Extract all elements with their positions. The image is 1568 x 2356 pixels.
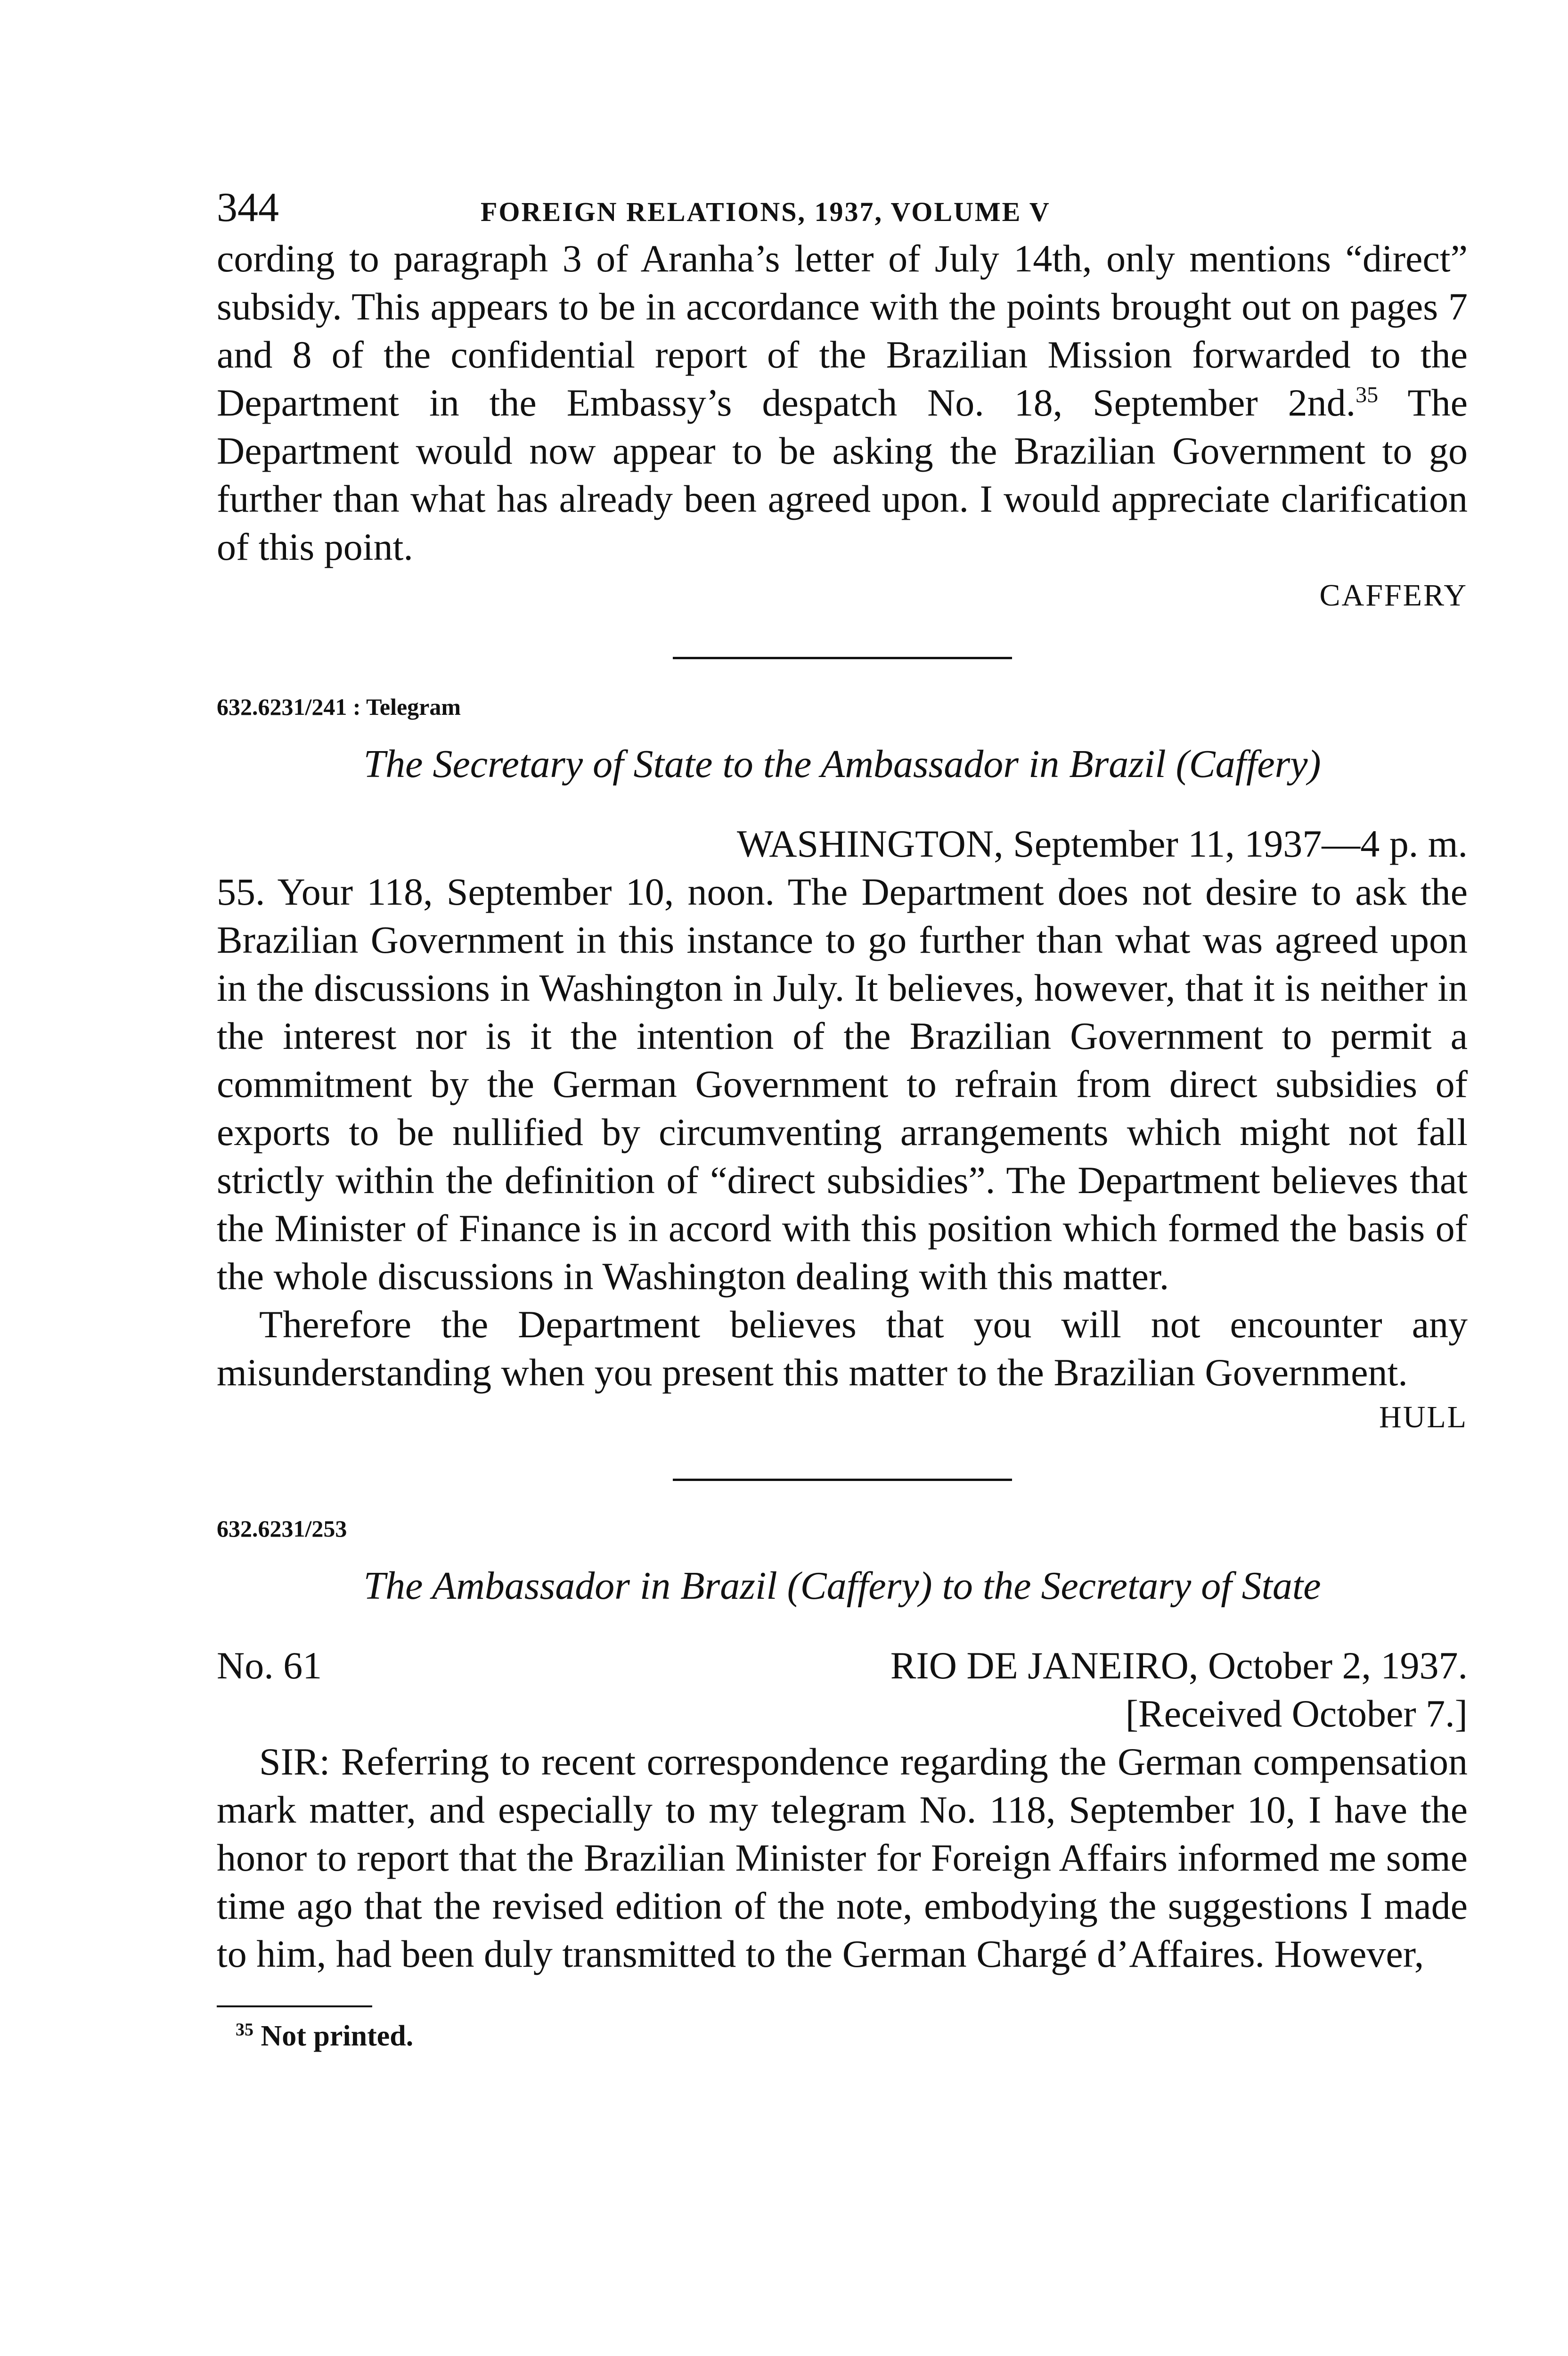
file-number-2: 632.6231/253 xyxy=(217,1515,347,1542)
continuation-paragraph xyxy=(217,235,1468,571)
running-head xyxy=(217,184,1468,230)
document-heading-2: The Ambassador in Brazil (Caffery) to the Secretary of State xyxy=(363,1564,1321,1608)
salutation: SIR: xyxy=(259,1740,330,1783)
footnote xyxy=(217,2020,1468,2053)
section-divider xyxy=(673,657,1012,659)
document-page xyxy=(217,184,1468,2053)
continuation-text-b: The Department would now appear to be asking the Brazilian Government to go further than what has already been agreed upon. I would appreciate clarification of this point. xyxy=(217,381,1468,568)
dateline-row-2 xyxy=(217,1642,1468,1690)
despatch-text: Referring to recent correspondence regarding the German compensation mark matter, and especially to my telegram No. 118, September 10, I have the honor to report that the Brazilian Minister for Foreign Affairs informed me some time ago that the revised edition of the note, embodying the suggestions I made to him, had been duly transmitted to the German Chargé d’Affaires. However, xyxy=(217,1740,1468,1975)
signature-caffery: CAFFERY xyxy=(1319,578,1468,613)
telegram-paragraph-2: Therefore the Department believes that you will not encounter any misunderstanding when you present this matter to the Brazilian Government. xyxy=(217,1303,1468,1394)
running-title: FOREIGN RELATIONS, 1937, VOLUME V xyxy=(481,196,1051,227)
file-number-1: 632.6231/241 : Telegram xyxy=(217,694,461,720)
dateline-2: RIO DE JANEIRO, October 2, 1937. xyxy=(890,1644,1468,1687)
footnote-marker: 35 xyxy=(236,2020,253,2040)
received-note: [Received October 7.] xyxy=(1125,1692,1468,1735)
despatch-paragraph xyxy=(217,1738,1468,1978)
dateline-1: WASHINGTON, September 11, 1937—4 p. m. xyxy=(736,822,1468,865)
telegram-paragraph-1: 55. Your 118, September 10, noon. The Department does not desire to ask the Brazilian Government in this instance to go further than what was agreed upon in the discussions in Washington in July. It believes, however, that it is neither in the interest nor is it the intention of the Brazilian Government to permit a commitment by the German Government to refrain from direct subsidies of exports to be nullified by circumventing arrangements which might not fall strictly within the definition of “direct subsidies”. The Department believes that the Minister of Finance is in accord with this position which formed the basis of the whole discussions in Washington dealing with this matter. xyxy=(217,870,1468,1298)
continuation-text-a: cording to paragraph 3 of Aranha’s letter of July 14th, only mentions “direct” subsidy. This appears to be in accordance with the points brought out on pages 7 and 8 of the confidential report of the Brazilian Mission forwarded to the Department in the Embassy’s despatch No. 18, September 2nd. xyxy=(217,237,1468,424)
section-divider xyxy=(673,1479,1012,1481)
document-heading-1: The Secretary of State to the Ambassador in Brazil (Caffery) xyxy=(363,742,1321,786)
page-number: 344 xyxy=(217,185,279,230)
signature-hull: HULL xyxy=(1379,1400,1468,1434)
footnote-divider xyxy=(217,2005,372,2007)
footnote-reference: 35 xyxy=(1356,382,1379,408)
footnote-text: Not printed. xyxy=(253,2020,414,2052)
despatch-number: No. 61 xyxy=(217,1644,322,1687)
